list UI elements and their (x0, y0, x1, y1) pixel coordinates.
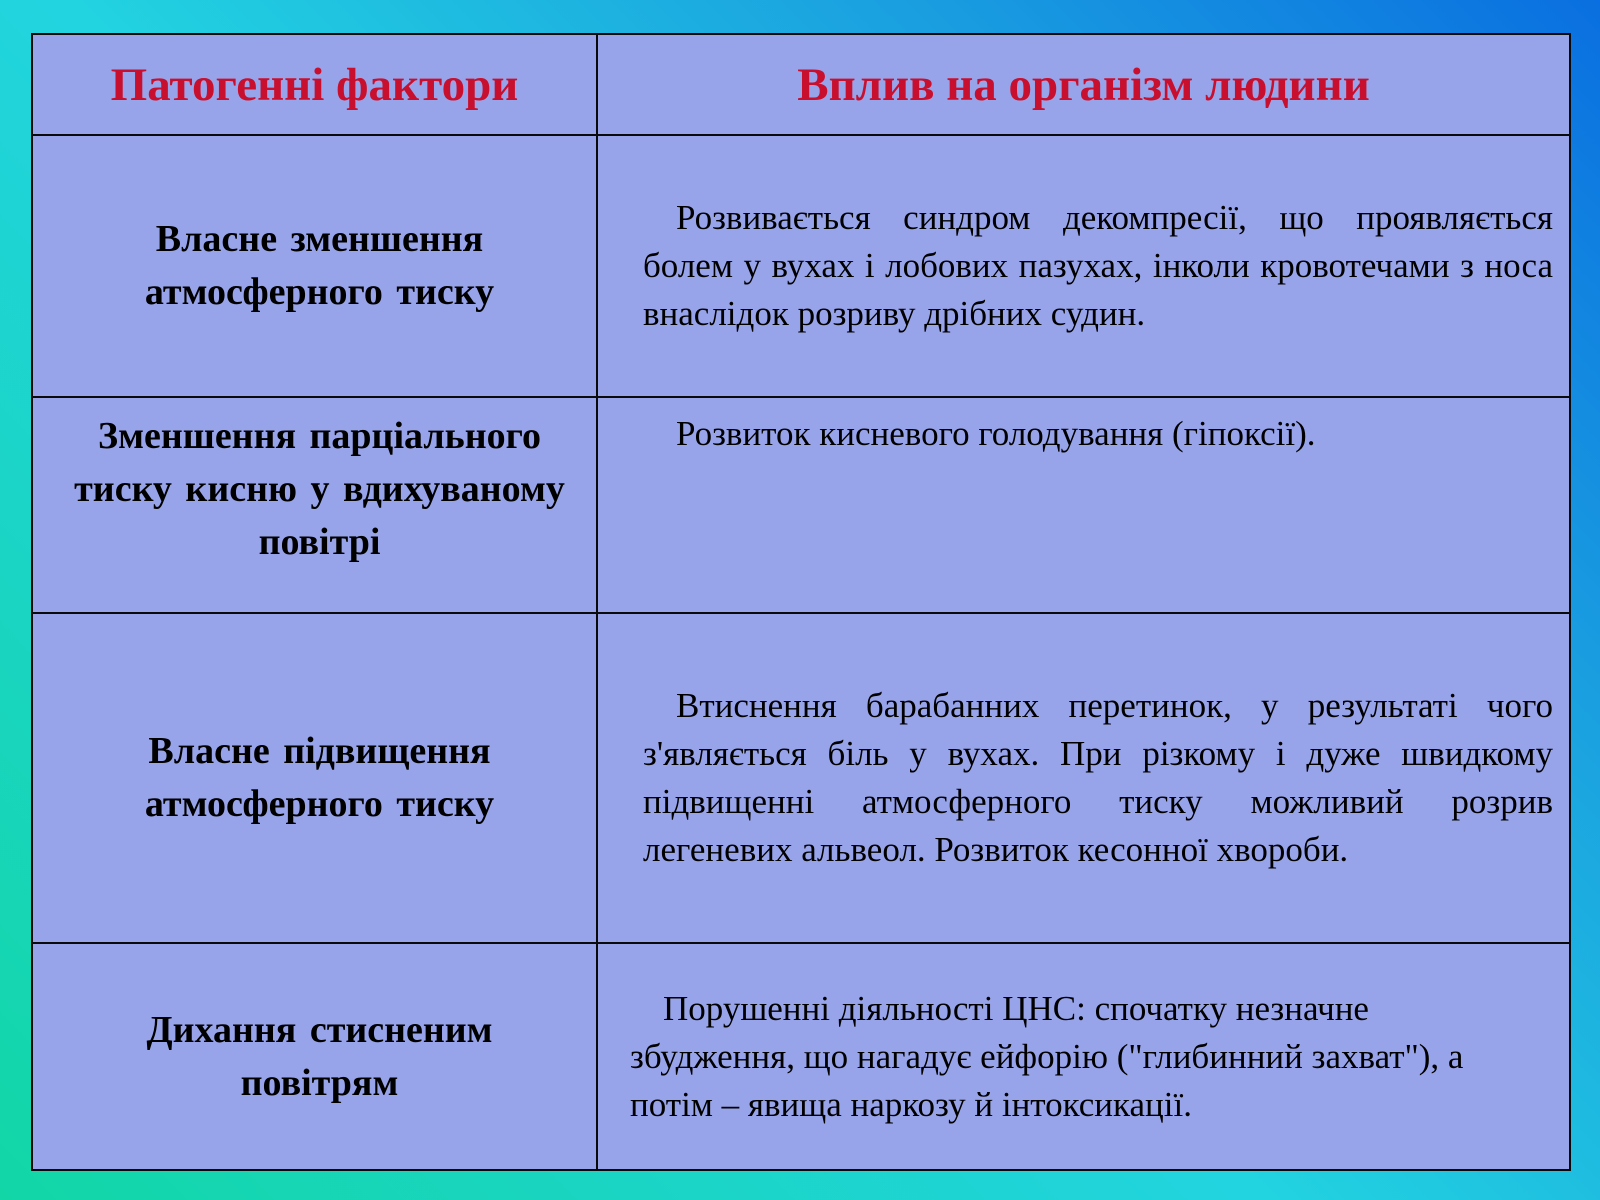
effect-cell: Розвиток кисневого голодування (гіпоксії). (597, 397, 1570, 613)
table-row (32, 397, 1570, 613)
table-header-row (32, 34, 1570, 135)
table-row (32, 135, 1570, 397)
effect-cell: Втиснення барабанних перетинок, у результаті чого з'являється біль у вухах. При різкому і дуже швидкому підвищенні атмосферного тиску можливий розрив легеневих альвеол. Розвиток кесонної хвороби. (597, 613, 1570, 943)
factor-cell: Дихання стисненим повітрям (32, 943, 597, 1170)
pathogenic-factors-table (31, 33, 1571, 1171)
header-effects: Вплив на організм людини (597, 34, 1570, 135)
table-row (32, 613, 1570, 943)
header-factors: Патогенні фактори (32, 34, 597, 135)
effect-cell: Порушенні діяльності ЦНС: спочатку незначне збудження, що нагадує ейфорію ("глибинний захват"), а потім – явища наркозу й інтоксикації. (597, 943, 1570, 1170)
factor-cell: Власне підвищення атмосферного тиску (32, 613, 597, 943)
effect-cell: Розвивається синдром декомпресії, що проявляється болем у вухах і лобових пазухах, інколи кровотечами з носа внаслідок розриву дрібних судин. (597, 135, 1570, 397)
factor-cell: Зменшення парціального тиску кисню у вдихуваному повітрі (32, 397, 597, 613)
slide-table-container (31, 33, 1569, 1169)
factor-cell: Власне зменшення атмосферного тиску (32, 135, 597, 397)
table-row (32, 943, 1570, 1170)
